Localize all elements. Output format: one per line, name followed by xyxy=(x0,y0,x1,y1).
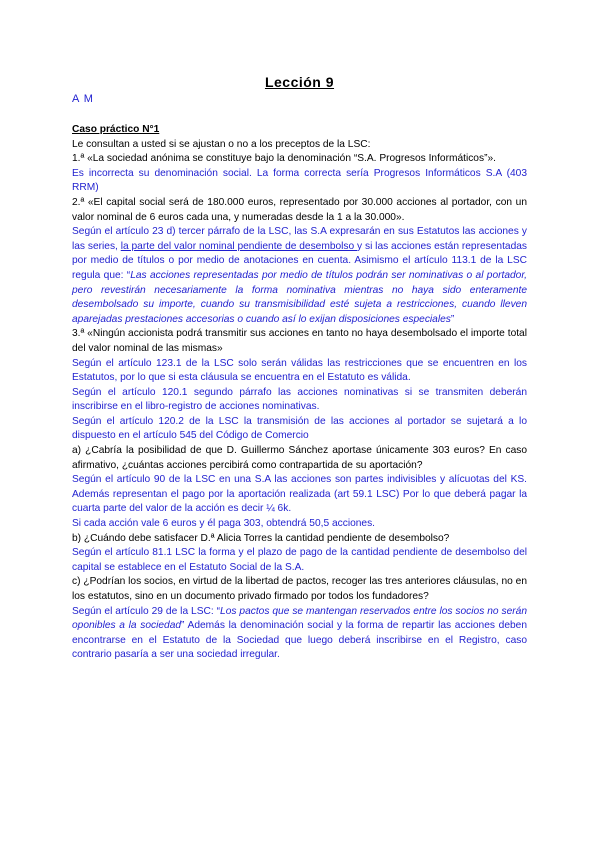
answer-3-1: Según el artículo 123.1 de la LSC solo serán válidas las restricciones que se encuentren en los Estatutos, por lo que si esta cláusula se encuentra en el Estatuto es válida. xyxy=(72,357,527,384)
answer-c-text-2: ” Además la denominación social y la forma de repartir las acciones deben encontrarse en el Estatuto de la Sociedad que luego deberá inscribirse en el Registro, caso contrario pasaría a ser una sociedad irregular. xyxy=(72,620,527,661)
question-2: 2.ª «El capital social será de 180.000 euros, representado por 30.000 acciones al portador, con un valor nominal de 6 euros cada una, y numeradas desde la 1 a la 30.000». xyxy=(72,196,527,223)
answer-c xyxy=(72,605,527,663)
answer-3-2: Según el artículo 120.1 segundo párrafo las acciones nominativas si se transmiten deberán inscribirse en el libro-registro de acciones nominativas. xyxy=(72,386,527,413)
answer-2-text-2: y si las acciones están representadas por medio de títulos o por medio de anotaciones en cuenta. Asimismo el artículo 113.1 de la LSC regula que: “ xyxy=(72,240,527,281)
case-heading: Caso práctico N°1 xyxy=(72,124,160,135)
question-b: b) ¿Cuándo debe satisfacer D.ª Alicia Torres la cantidad pendiente de desembolso? xyxy=(72,532,450,544)
answer-2-close-quote: ” xyxy=(450,313,455,325)
answer-2-quote: Las acciones representadas por medio de títulos podrán ser nominativas o al portador, pero revestirán necesariamente la forma nominativa mientras no haya sido enteramente desembolsado su importe, cuando su transmisibilidad esté sujeta a restricciones, cuando lleven aparejadas prestaciones accesorias o cuando así lo exijan disposiciones especiales xyxy=(72,269,527,325)
question-3: 3.ª «Ningún accionista podrá transmitir sus acciones en tanto no haya desembolsado el importe total del valor nominal de las mismas» xyxy=(72,328,527,354)
answer-3-3: Según el artículo 120.2 de la LSC la transmisión de las acciones al portador se sujetará a lo dispuesto en el artículo 545 del Código de Comercio xyxy=(72,415,527,442)
question-c: c) ¿Podrían los socios, en virtud de la libertad de pactos, recoger las tres anteriores cláusulas, no en los estatutos, sino en un documento privado firmado por todos los fundadores? xyxy=(72,576,527,602)
answer-c-text-1: Según el artículo 29 de la LSC: “ xyxy=(72,605,221,617)
answer-b: Según el artículo 81.1 LSC la forma y el plazo de pago de la cantidad pendiente de desembolso del capital se establece en el Estatuto Social de la S.A. xyxy=(72,547,527,573)
author-initials: A M xyxy=(72,93,94,105)
answer-2 xyxy=(72,225,527,327)
question-1: 1.ª «La sociedad anónima se constituye bajo la denominación “S.A. Progresos Informáticos”». xyxy=(72,153,496,165)
answer-c-quote: Los pactos que se mantengan reservados entre los socios no serán oponibles a la sociedad xyxy=(72,605,527,632)
answer-a-1: Según el artículo 90 de la LSC en una S.A las acciones son partes indivisibles y alícuotas del KS. Además representan el pago por la aportación realizada (art 59.1 LSC) Por lo que deberá pagar la cuarta parte del valor de la acción es decir ¼ 6k. xyxy=(72,474,527,515)
answer-1: Es incorrecta su denominación social. La forma correcta sería Progresos Informáticos S.A (403 RRM) xyxy=(72,167,527,194)
answer-a-2: Si cada acción vale 6 euros y él paga 303, obtendrá 50,5 acciones. xyxy=(72,518,375,530)
lesson-title: Lección 9 xyxy=(264,74,335,90)
document-body xyxy=(72,123,527,663)
answer-2-text-1: Según el artículo 23 d) tercer párrafo de la LSC, las S.A expresarán en sus Estatutos las acciones y las series, xyxy=(72,226,527,252)
question-a: a) ¿Cabría la posibilidad de que D. Guillermo Sánchez aportase únicamente 303 euros? En caso afirmativo, ¿cuántas acciones percibirá como contrapartida de su aportación? xyxy=(72,445,527,471)
answer-2-underlined: la parte del valor nominal pendiente de desembolso xyxy=(120,240,358,252)
intro-paragraph: Le consultan a usted si se ajustan o no a los preceptos de la LSC: xyxy=(72,138,371,150)
